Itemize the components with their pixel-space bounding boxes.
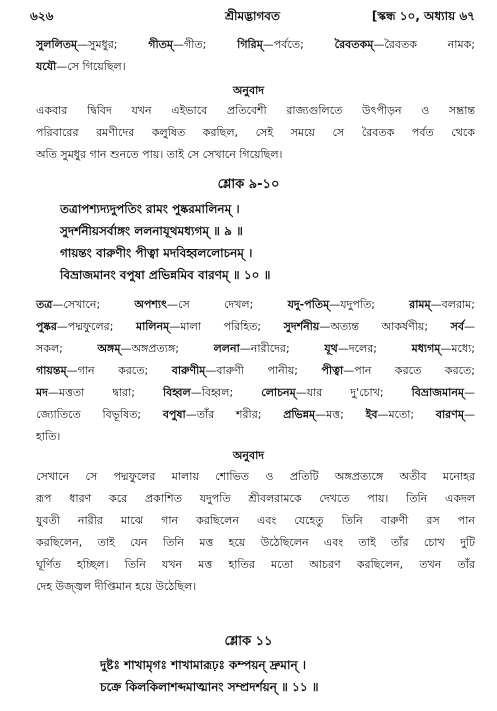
synonym-meaning: —রৈবতক নামক; xyxy=(373,38,475,51)
synonym-meaning: —সেখানে; xyxy=(52,298,135,311)
sloka-9-10-verse xyxy=(60,198,457,286)
synonym-meaning: — xyxy=(464,320,475,333)
synonym-term: মালিনম্ xyxy=(135,320,170,333)
synonym-term: প্রভিন্নম্ xyxy=(283,408,316,421)
synonym-meaning: —পান করতে করতে; xyxy=(343,364,475,377)
translation-heading-2: অনুবাদ xyxy=(232,449,265,462)
synonym-line xyxy=(36,360,475,382)
synonym-meaning: —মত্ততা দ্বারা; xyxy=(47,386,164,399)
synonym-meaning: —গীত; xyxy=(173,38,238,51)
synonym-meaning: —বিহ্বল; xyxy=(190,386,262,399)
synonym-term: অপশ্যৎ xyxy=(134,298,167,311)
synonym-line xyxy=(36,34,475,56)
synonym-meaning: —অত্যন্ত আকর্ষণীয়; xyxy=(319,320,451,333)
synonym-term: রামম্ xyxy=(409,298,431,311)
page-number: ৬২৬ xyxy=(30,9,54,23)
synonym-meaning: —মতো; xyxy=(377,408,436,421)
verse-line: চক্রে কিলকিলাশব্দমাত্মানং সম্প্রদর্শয়ন্ ॥ ১১ ॥ xyxy=(100,680,319,694)
synonym-term: গীতম্ xyxy=(148,38,174,51)
translation-line: সেখানে সে পদ্মফুলের মালায় শোভিত ও প্রতিটি অঙ্গপ্রত্যঙ্গে অতীব মনোহর xyxy=(36,470,475,483)
synonym-meaning: —পদ্মফুলের; xyxy=(56,320,136,333)
synonym-term: যযৌ xyxy=(36,60,57,73)
synonym-meaning: —মধ্যে; xyxy=(440,342,475,355)
synonym-meaning: —মালা পরিহিত; xyxy=(169,320,284,333)
verse-line: দুষ্টঃ শাখামৃগঃ শাখামারূঢ়ঃ কম্পয়ন্ দ্রুমান্ । xyxy=(100,658,307,672)
synonym-term: যূথ xyxy=(324,342,338,355)
synonym-meaning: —সুমধুর; xyxy=(77,38,149,51)
running-header xyxy=(30,8,475,30)
verse-line: বিভ্রাজমানং বপুষা প্রভিন্নমিব বারণম্ ॥ ১০ ॥ xyxy=(60,268,271,282)
sloka-heading-9-10: শ্লোক ৯-১০ xyxy=(217,177,280,192)
synonym-meaning: সকল; xyxy=(36,342,98,355)
synonym-meaning: —বারুণী পানীয়; xyxy=(205,364,322,377)
translation-line: ঘূর্ণিত হচ্ছিল। তিনি যখন মত্ত হাতির মতো আচরণ করছিলেন, তখন তাঁর xyxy=(36,558,475,571)
synonym-term: মধ্যগম্ xyxy=(411,342,441,355)
synonym-term: গায়ন্তম্ xyxy=(36,364,67,377)
synonym-meaning: —সে গিয়েছিল। xyxy=(56,60,126,73)
synonym-term: সর্ব xyxy=(450,320,464,333)
sloka-11-verse xyxy=(100,654,457,698)
synonym-term: বপুষা xyxy=(162,408,186,421)
verse-line: গায়ন্তং বারুণীং পীত্বা মদবিহ্বললোচনম্ । xyxy=(60,246,253,260)
synonym-meaning: —মত্ত; xyxy=(315,408,366,421)
synonym-meaning: — xyxy=(464,386,475,399)
verse-line: সুদর্শনীয়সর্বাঙ্গং ললনাযূথমধ্যগম্ ॥ ৯ ॥ xyxy=(60,224,243,238)
synonym-line xyxy=(36,382,475,404)
translation-line: করছিলেন, তাই যেন তিনি মত্ত হয়ে উঠেছিলেন এবং তাই তাঁর চোখ দুটি xyxy=(36,536,475,549)
synonym-meaning: —পর্বতে; xyxy=(262,38,335,51)
synonym-term: ইব xyxy=(365,408,378,421)
synonym-line xyxy=(36,426,475,448)
synonym-meaning: —সে দেখল; xyxy=(167,298,288,311)
translation-line: যুবতী নারীর মাঝে গান করছিলেন এবং যেহেতু তিনি বারুণী রস পান xyxy=(36,514,475,527)
translation-line: দেহ উজ্জ্বল দীপ্তিমান হয়ে উঠেছিল। xyxy=(36,580,197,593)
synonym-term: পুষ্কর xyxy=(36,320,57,333)
synonym-meaning: —অঙ্গপ্রত্যঙ্গ; xyxy=(120,342,214,355)
translation-1 xyxy=(36,100,475,166)
synonym-meaning: —তাঁর শরীর; xyxy=(185,408,284,421)
synonym-term: গিরিম্ xyxy=(237,38,263,51)
synonym-line xyxy=(36,294,475,316)
synonym-meaning: —নারীদের; xyxy=(239,342,325,355)
synonyms-9-10 xyxy=(36,294,475,448)
translation-line: পরিবারের রমণীদের কলুষিত করছিল, সেই সময়ে সে রৈবতক পর্বত থেকে xyxy=(36,126,475,139)
synonym-term: বারণম্ xyxy=(435,408,464,421)
synonym-term: বিহ্বল xyxy=(163,386,191,399)
synonym-meaning: —বলরাম; xyxy=(430,298,475,311)
synonym-term: বারুণীম্ xyxy=(171,364,206,377)
chapter-reference: [স্কন্ধ ১০, অধ্যায় ৬৭ xyxy=(371,9,475,23)
synonym-meaning: হাতি। xyxy=(36,430,61,443)
synonym-line xyxy=(36,338,475,360)
synonym-term: সুললিতম্ xyxy=(36,38,78,51)
synonym-line xyxy=(36,316,475,338)
synonym-line xyxy=(36,56,475,78)
synonym-term: যদু-পতিম্ xyxy=(287,298,330,311)
synonym-meaning: জ্যোতিতে বিভূষিত; xyxy=(36,408,163,421)
synonym-term: বিভ্রাজমানম্ xyxy=(411,386,464,399)
sloka-heading-11: শ্লোক ১১ xyxy=(224,634,273,649)
verse-line: তত্রাপশ্যদ্যদুপতিং রামং পুষ্করমালিনম্ । xyxy=(60,202,240,216)
synonym-meaning: — xyxy=(464,408,475,421)
synonym-meaning: —যার দু'চোখ; xyxy=(295,386,412,399)
translation-line: একবার দ্বিবিদ যখন এইভাবে প্রতিবেশী রাজ্যগুলিতে উৎপীড়ন ও সম্ভ্রান্ত xyxy=(36,104,475,117)
translation-2 xyxy=(36,466,475,598)
synonym-term: সুদর্শনীয় xyxy=(283,320,320,333)
synonym-term: মদ xyxy=(36,386,48,399)
synonym-term: লোচনম্ xyxy=(261,386,296,399)
synonym-term: অঙ্গম্ xyxy=(97,342,121,355)
translation-line: রূপ ধারণ করে প্রকাশিত যদুপতি শ্রীবলরামকে দেখতে পায়। তিনি একদল xyxy=(36,492,475,505)
synonym-meaning: —যদুপতি; xyxy=(329,298,410,311)
synonym-line xyxy=(36,404,475,426)
translation-heading-1: অনুবাদ xyxy=(232,84,265,97)
synonym-term: তত্র xyxy=(36,298,53,311)
translation-line: অতি সুমধুর গান শুনতে পায়। তাই সে সেখানে গিয়েছিল। xyxy=(36,148,283,161)
book-title: শ্রীমদ্ভাগবত xyxy=(224,9,280,23)
synonym-term: পীত্বা xyxy=(321,364,344,377)
synonym-meaning: —দলের; xyxy=(337,342,412,355)
synonym-term: রৈবতকম্ xyxy=(334,38,374,51)
synonyms-continued xyxy=(36,34,475,78)
synonym-term: ললনা xyxy=(213,342,240,355)
synonym-meaning: —গান করতে; xyxy=(66,364,172,377)
